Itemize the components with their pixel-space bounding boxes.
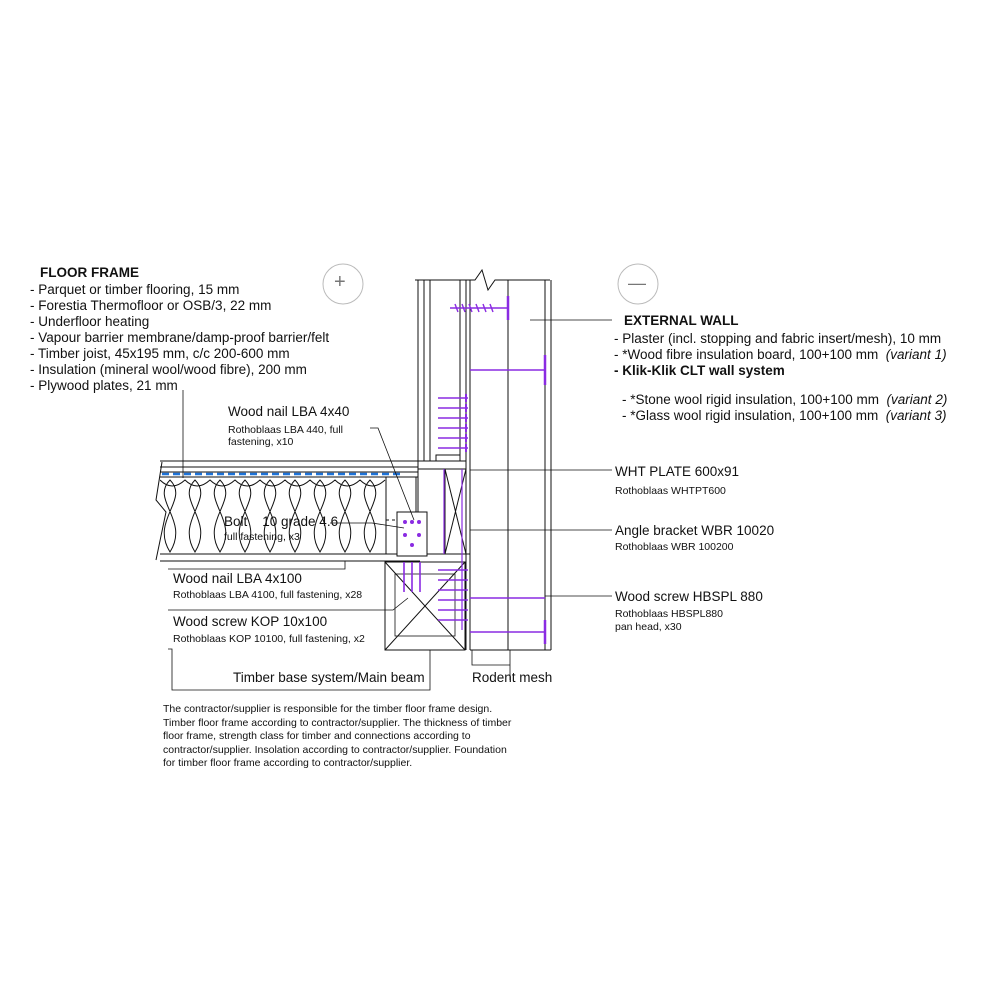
- floor-frame-item: - Insulation (mineral wool/wood fibre), 200 mm: [30, 362, 307, 377]
- callout-wht-title: WHT PLATE 600x91: [615, 464, 740, 479]
- note-line: floor frame, strength class for timber and connections according to: [163, 730, 471, 742]
- callout-angle-title: Angle bracket WBR 10020: [615, 523, 775, 538]
- callout-bolt-sub: full fastening, x3: [224, 531, 300, 543]
- external-wall-item: - *Stone wool rigid insulation, 100+100 mm (variant 2): [622, 392, 948, 407]
- callout-screw-kop-title: Wood screw KOP 10x100: [173, 614, 328, 629]
- floor-frame-item: - Parquet or timber flooring, 15 mm: [30, 282, 240, 297]
- callout-wht-sub: Rothoblaas WHTPT600: [615, 485, 726, 497]
- minus-icon: —: [628, 273, 646, 293]
- note-line: contractor/supplier. Insolation according to contractor/supplier. Foundation: [163, 743, 507, 756]
- note-line: Timber floor frame according to contractor/supplier. The thickness of timber: [163, 716, 512, 729]
- external-wall-item: - Plaster (incl. stopping and fabric insert/mesh), 10 mm: [614, 331, 942, 346]
- callout-hbspl-sub: pan head, x30: [615, 621, 682, 633]
- callout-hbspl-title: Wood screw HBSPL 880: [615, 589, 763, 604]
- contractor-note: [163, 703, 543, 771]
- floor-frame-title: FLOOR FRAME: [40, 265, 139, 280]
- callout-rodent-title: Rodent mesh: [472, 670, 553, 685]
- floor-frame-item: - Timber joist, 45x195 mm, c/c 200-600 mm: [30, 346, 290, 361]
- external-wall-item: - Klik-Klik CLT wall system: [614, 363, 785, 378]
- callout-nail-lba440-title: Wood nail LBA 4x40: [228, 404, 350, 419]
- external-wall-title: EXTERNAL WALL: [624, 313, 739, 328]
- floor-frame-item: - Plywood plates, 21 mm: [30, 378, 178, 393]
- external-wall-item: - *Wood fibre insulation board, 100+100 mm (variant 1): [614, 347, 947, 362]
- callout-nail-lba440-sub: Rothoblaas LBA 440, full: [228, 424, 343, 436]
- callout-nail-lba4100-sub: Rothoblaas LBA 4100, full fastening, x28: [173, 589, 363, 601]
- floor-frame-item: - Vapour barrier membrane/damp-proof barrier/felt: [30, 330, 330, 345]
- main-beam: [385, 562, 465, 650]
- external-wall-item: - *Glass wool rigid insulation, 100+100 mm (variant 3): [622, 408, 947, 423]
- note-line: The contractor/supplier is responsible for the timber floor frame design.: [163, 703, 493, 715]
- plus-icon: +: [334, 271, 346, 293]
- external-wall: [415, 270, 551, 650]
- callout-hbspl-sub: Rothoblaas HBSPL880: [615, 608, 723, 620]
- note-line: for timber floor frame according to contractor/supplier.: [163, 757, 413, 769]
- callout-nail-lba4100-title: Wood nail LBA 4x100: [173, 571, 302, 586]
- callout-base-title: Timber base system/Main beam: [233, 670, 425, 685]
- angle-bracket: [397, 512, 427, 556]
- callout-screw-kop-sub: Rothoblaas KOP 10100, full fastening, x2: [173, 633, 365, 645]
- floor-frame-item: - Underfloor heating: [30, 314, 150, 329]
- callout-bolt-title: Bolt 10 grade 4.6: [224, 514, 339, 529]
- callout-angle-sub: Rothoblaas WBR 100200: [615, 541, 734, 553]
- floor-frame-item: - Forestia Thermofloor or OSB/3, 22 mm: [30, 298, 272, 313]
- callout-nail-lba440-sub: fastening, x10: [228, 436, 294, 448]
